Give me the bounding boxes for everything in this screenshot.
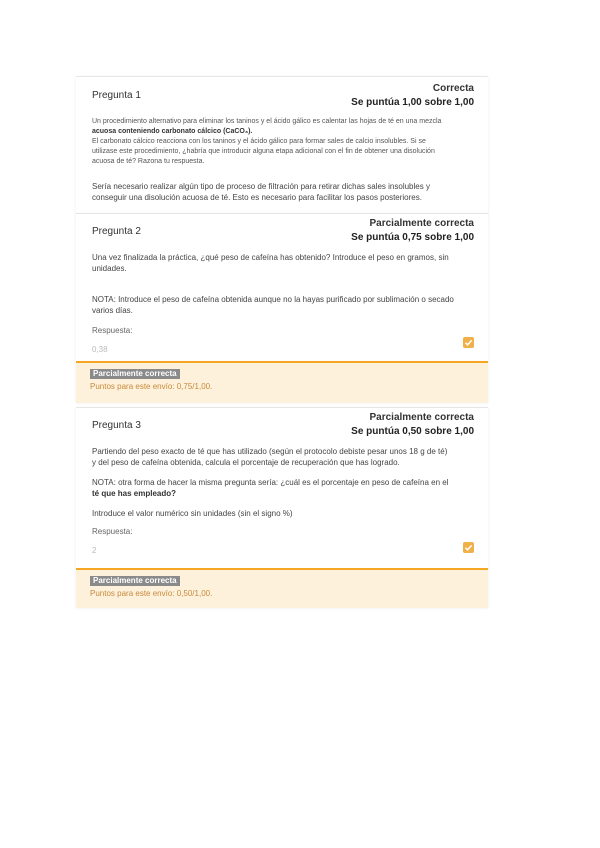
question-text-line: Partiendo del peso exacto de té que has utilizado (según el protocolo debiste pesar unos 18 g de té) (92, 447, 448, 456)
note-line: varios días. (92, 306, 133, 315)
note-text (92, 477, 472, 499)
question-title: Pregunta 2 (92, 226, 141, 237)
feedback-box (76, 568, 488, 608)
question-body (76, 252, 488, 356)
answer-input[interactable]: 2 (92, 546, 97, 555)
feedback-box (76, 361, 488, 403)
answer-input[interactable]: 0,38 (92, 345, 108, 354)
check-icon (463, 337, 474, 348)
question-text (92, 446, 472, 468)
answer-text (92, 181, 472, 203)
answer-line: conseguir una disolución acuosa de té. Esto es necesario para facilitar los pasos posteriores. (92, 193, 422, 202)
question-status (351, 217, 474, 245)
question-body (76, 446, 488, 557)
note-line: NOTA: Introduce el peso de cafeína obtenida aunque no la hayas purificado por sublimación o secado (92, 295, 454, 304)
question-text (92, 252, 472, 274)
check-icon (463, 542, 474, 553)
question-card-1 (76, 76, 488, 215)
status-text: Correcta (432, 83, 474, 94)
question-text-line: utilizase este procedimiento, ¿habría que introducir alguna etapa adicional con el fin de obtener una disolución (92, 148, 435, 155)
status-text: Parcialmente correcta (369, 218, 474, 229)
feedback-badge: Parcialmente correcta (90, 576, 180, 586)
question-text-line: unidades. (92, 264, 127, 273)
score-text: Se puntúa 1,00 sobre 1,00 (351, 97, 474, 108)
note-line: té que has empleado? (92, 489, 177, 498)
answer-line: Sería necesario realizar algún tipo de proceso de filtración para retirar dichas sales insolubles y (92, 182, 430, 191)
question-text-line: acuosa de té? Razona tu respuesta. (92, 158, 205, 165)
question-status (351, 82, 474, 110)
question-title: Pregunta 1 (92, 90, 141, 101)
question-text-line: acuosa conteniendo carbonato cálcico (CaCO₃). (92, 128, 253, 135)
question-status (351, 411, 474, 439)
note-text (92, 294, 472, 316)
score-text: Se puntúa 0,75 sobre 1,00 (351, 232, 474, 243)
question-text (92, 117, 472, 167)
question-text-line: y del peso de cafeína obtenida, calcula el porcentaje de recuperación que has logrado. (92, 458, 400, 467)
feedback-points: Puntos para este envío: 0,75/1,00. (90, 382, 213, 391)
feedback-badge: Parcialmente correcta (90, 369, 180, 379)
note-line: NOTA: otra forma de hacer la misma pregunta sería: ¿cuál es el porcentaje en peso de cafeína en el (92, 478, 449, 487)
question-card-2 (76, 213, 488, 402)
question-text-line: Un procedimiento alternativo para eliminar los taninos y el ácido gálico es calentar las hojas de té en una mezcla (92, 118, 442, 125)
question-header (76, 408, 488, 446)
question-body (76, 115, 488, 203)
question-title: Pregunta 3 (92, 420, 141, 431)
instruction-text: Introduce el valor numérico sin unidades (sin el signo %) (92, 509, 293, 518)
question-text-line: El carbonato cálcico reacciona con los taninos y el ácido gálico para formar sales de calcio insolubles. Si se (92, 138, 426, 145)
question-header (76, 77, 488, 115)
status-text: Parcialmente correcta (369, 412, 474, 423)
question-text-line: Una vez finalizada la práctica, ¿qué peso de cafeína has obtenido? Introduce el peso en gramos, sin (92, 253, 449, 262)
question-header (76, 214, 488, 252)
answer-label: Respuesta: (92, 326, 133, 335)
feedback-points: Puntos para este envío: 0,50/1,00. (90, 589, 213, 598)
score-text: Se puntúa 0,50 sobre 1,00 (351, 426, 474, 437)
answer-label: Respuesta: (92, 527, 133, 536)
question-card-3 (76, 407, 488, 607)
